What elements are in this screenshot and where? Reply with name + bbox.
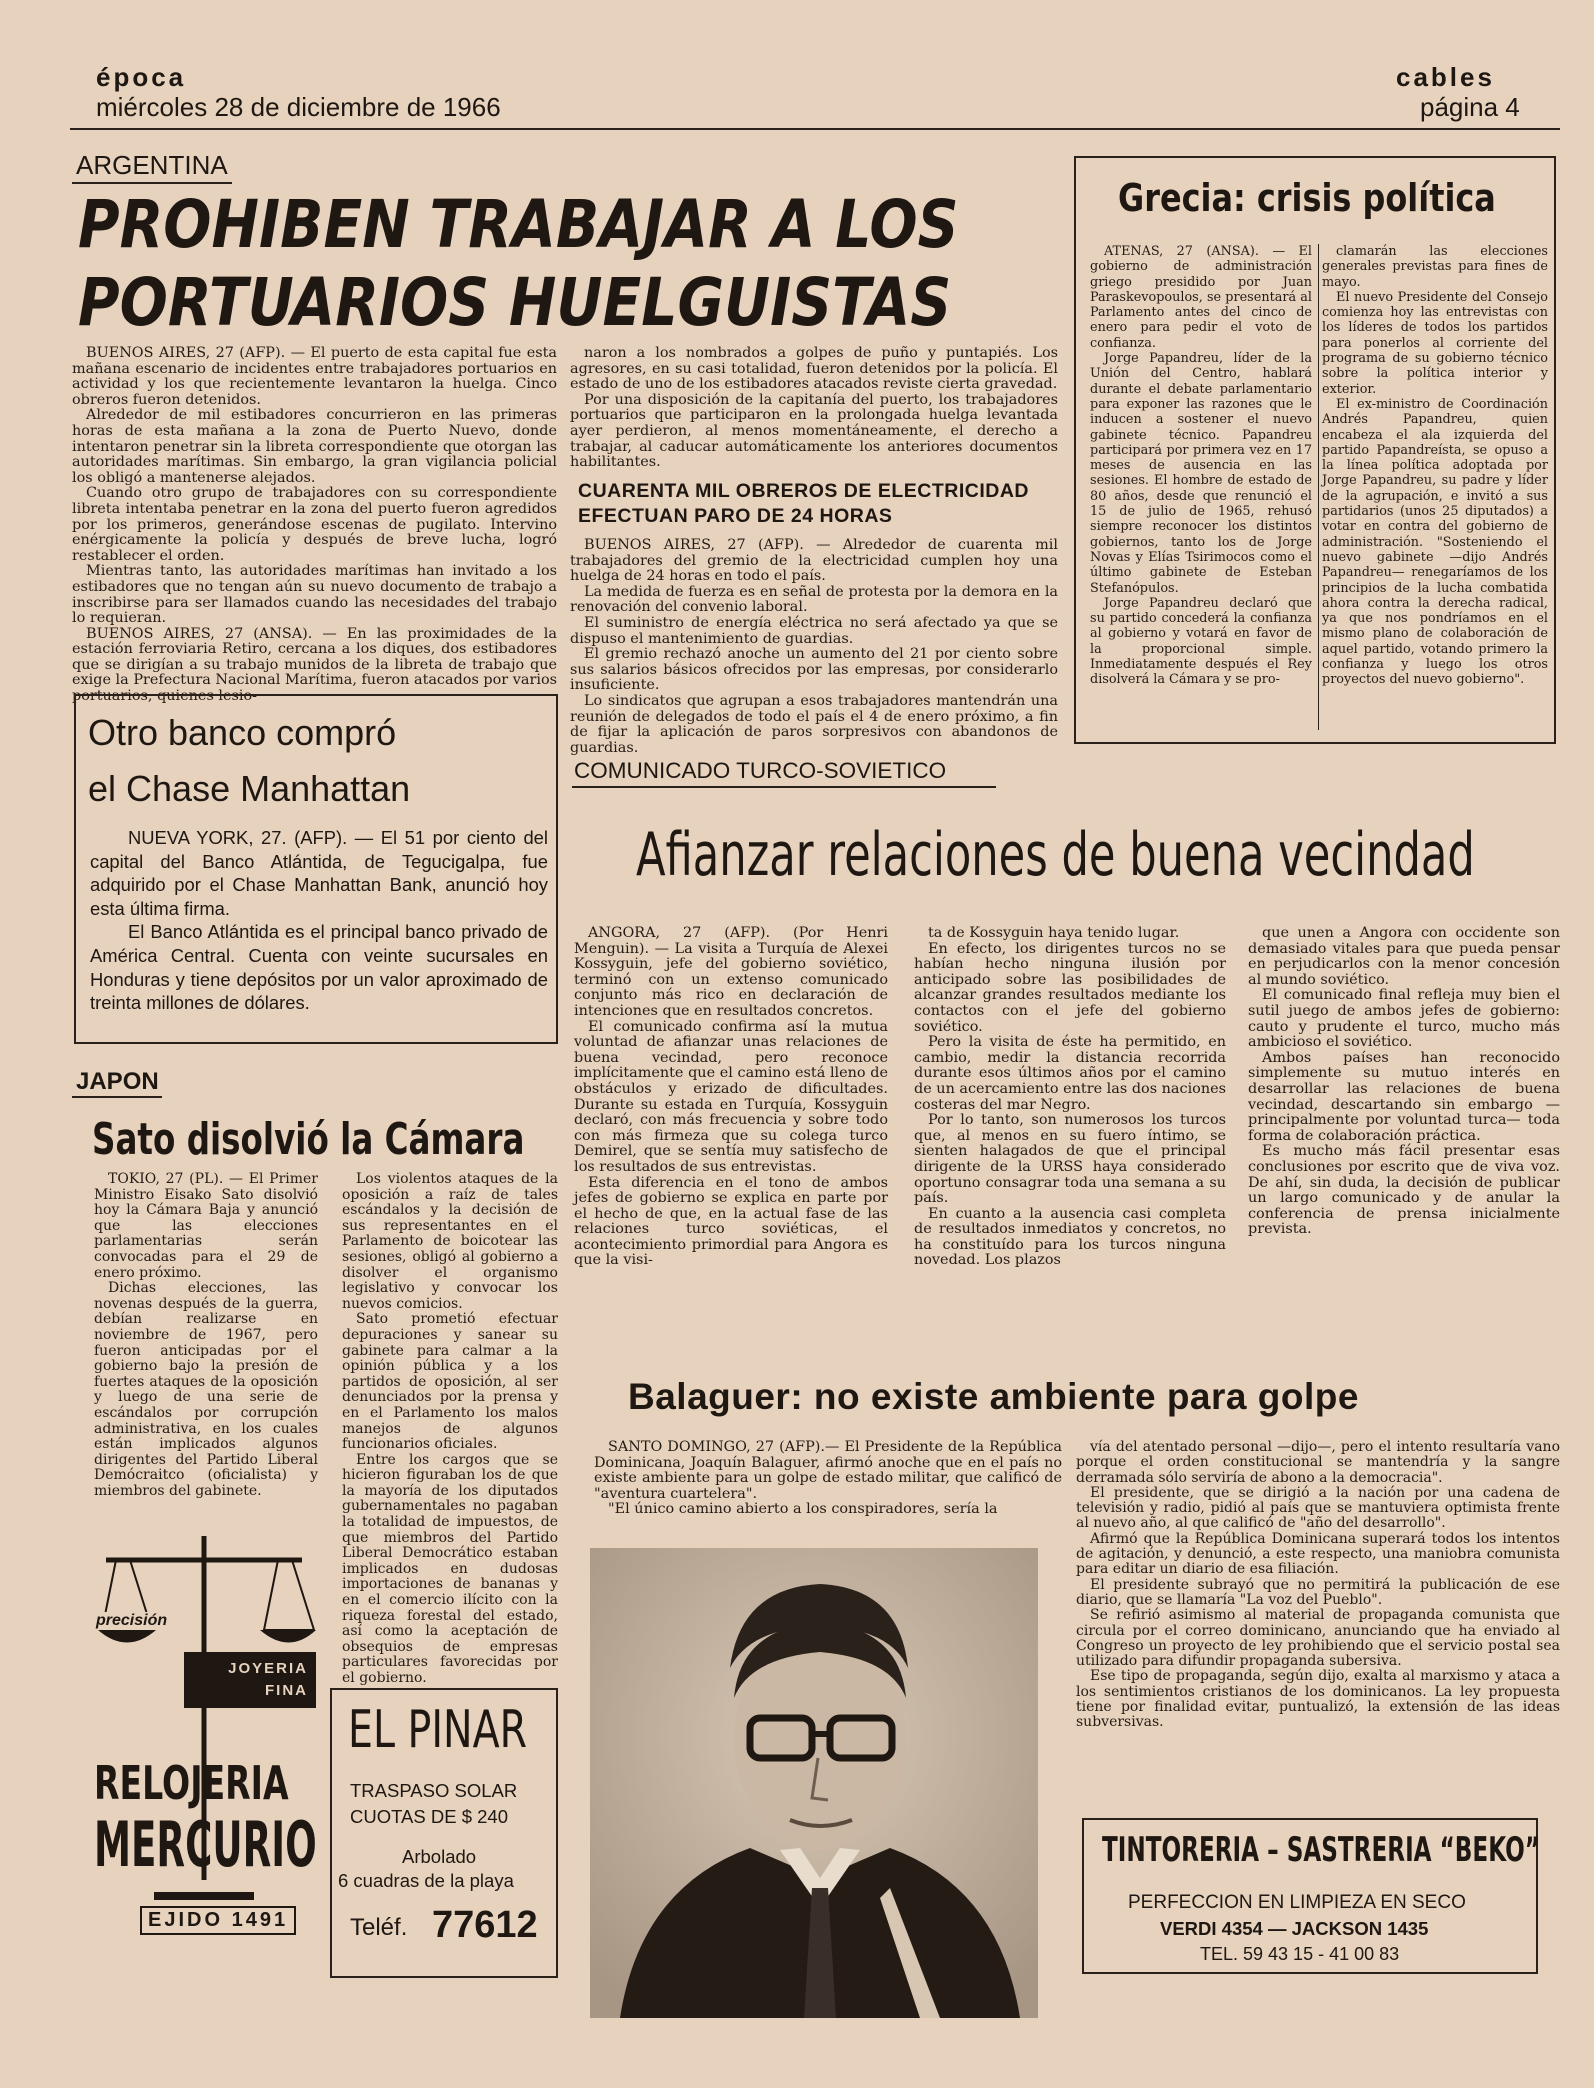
mercurio-tag	[184, 1652, 316, 1708]
paragraph: Jorge Papandreu declaró que su partido concederá la confianza al gobierno y votará en favor de la proporcional simple. Inmediatamente después el Rey disolverá la Cámara y se pro-	[1090, 595, 1312, 688]
paragraph: Por una disposición de la capitanía del puerto, los trabajadores portuarios que participaron en la prolongada huelga levantada ayer perdieron, al menos momentáneamente, el derecho a trabajar, al caducar automáticamente los anteriores documentos habilitantes.	[570, 391, 1058, 471]
chase-body	[90, 826, 548, 1015]
paragraph: El comunicado final refleja muy bien el sutil juego de ambos jefes de gobierno: cauto y prudente el turco, mucho más ambicioso el soviético.	[1248, 987, 1560, 1051]
lead-kicker-rule	[72, 182, 232, 184]
grecia-column-1	[1090, 244, 1312, 736]
paragraph: Entre los cargos que se hicieron figuraban los de que la mayoría de los diputados gubernamentales no pagaban la totalidad de impuestos, de que miembros del Partido Liberal Democrático estaban implicados en dudosas importaciones de bananas y en el comercio ilícito con la riqueza forestal del estado, así como la aceptación de obsequios de empresas particulares favorecidas por el gobierno.	[342, 1451, 558, 1686]
lead-column-2	[570, 346, 1058, 478]
mercurio-brand: precisión	[96, 1612, 168, 1629]
mercurio-ad	[92, 1520, 316, 1960]
lead-headline-line-1: PROHIBEN TRABAJAR A LOS	[78, 186, 959, 263]
balaguer-column-1	[594, 1440, 1062, 1522]
paragraph: "El único camino abierto a los conspiradores, sería la	[608, 1501, 998, 1518]
paragraph: ATENAS, 27 (ANSA). — El gobierno de administración griego presidido por Juan Paraskevopoulos, se presentará al Parlamento antes del cinco de enero para pedir el voto de confianza.	[1090, 244, 1312, 351]
pinar-line-3: Arbolado	[402, 1846, 477, 1867]
paragraph: Lo sindicatos que agrupan a esos trabajadores mantendrán una reunión de delegados de todo el país el 4 de enero próximo, a fin de fijar la aplicación de paros sorpresivos con abandonos de guardias.	[570, 692, 1058, 756]
paragraph: En cuanto a la ausencia casi completa de resultados inmediatos y concretos, no ha constituído para los turcos ninguna novedad. Los plazos	[914, 1205, 1226, 1269]
paragraph: SANTO DOMINGO, 27 (AFP).— El Presidente de la República Dominicana, Joaquín Balaguer, afirmó anoche que en el país no existe ambiente para un golpe de estado militar, que calificó de "aventura cuartelera".	[594, 1439, 1062, 1502]
paragraph: Afirmó que la República Dominicana superará todos los intentos de agitación, y denunció, a este respecto, una maniobra comunista para editar un diario de esa filiación.	[1076, 1530, 1560, 1578]
paragraph: NUEVA YORK, 27. (AFP). — El 51 por ciento del capital del Banco Atlántida, de Tegucigalpa, fue adquirido por el Chase Manhattan Bank, anunció hoy esta última firma.	[90, 827, 548, 919]
paragraph: Los violentos ataques de la oposición a raíz de tales escándalos y la decisión de sus representantes en el Parlamento de boicotear las sesiones, obligó al gobierno a disolver el organismo legislativo y convocar los nuevos comicios.	[342, 1171, 558, 1312]
paragraph: La medida de fuerza es en señal de protesta por la demora en la renovación del convenio laboral.	[570, 583, 1058, 616]
chase-title-line-1: Otro banco compró	[88, 712, 397, 753]
mercurio-address: EJIDO 1491	[140, 1906, 296, 1935]
paragraph: TOKIO, 27 (PL). — El Primer Ministro Eisako Sato disolvió hoy la Cámara Baja y anunció que las elecciones parlamentarias serán convocadas para el 29 de enero próximo.	[94, 1171, 318, 1281]
japon-column-2	[342, 1171, 558, 1686]
pinar-title: EL PINAR	[348, 1700, 528, 1760]
paragraph: El Banco Atlántida es el principal banco privado de América Central. Cuenta con veinte sucursales en Honduras y tiene depósitos por un valor aproximado de treinta millones de dólares.	[90, 921, 548, 1014]
paragraph: El nuevo Presidente del Consejo comienza hoy las entrevistas con los líderes de todos los partidos para ponerlos al corriente del programa de su gobierno técnico sobre la política interior y exterior.	[1322, 289, 1548, 397]
paragraph: clamarán las elecciones generales previstas para fines de mayo.	[1322, 244, 1548, 290]
japon-title: Sato disolvió la Cámara	[92, 1114, 525, 1165]
paragraph: El presidente subrayó que no permitirá la publicación de ese diario, que se llamaría "La voz del Pueblo".	[1076, 1576, 1560, 1608]
masthead-paper: época	[96, 62, 187, 92]
lead-column-2b	[570, 537, 1058, 756]
paragraph: Jorge Papandreu, líder de la Unión del Centro, hablará durante el debate parlamentario para exponer las razones que le inducen a sostener el nuevo gabinete técnico. Papandreu participará por primera vez en 17 meses de ausencia en las sesiones. El hombre de estado de 80 años, desde que renunció el 15 de julio de 1965, rehusó siempre reconocer los distintos gobiernos, tanto los de Jorge Novas y Elías Tsirimocos como el último gabinete de Esteban Stefanópulos.	[1090, 351, 1312, 596]
pinar-tel: 77612	[432, 1904, 538, 1946]
paragraph: El comunicado confirma así la mutua voluntad de afianzar unas relaciones de buena vecindad, pero reconoce implícitamente que el camino está lleno de obstáculos y erizado de dificultades. Durante su estada en Turquía, Kossyguin declaró, con más frecuencia y sobre todo con más firmeza que su colega turco Demirel, que se sentía muy satisfecho de los resultados de sus entrevistas.	[574, 1018, 888, 1175]
mercurio-line-2: MERCURIO	[94, 1808, 317, 1881]
paragraph: El gremio rechazó anoche un aumento del 21 por ciento sobre sus salarios básicos ofrecidos por las empresas, por considerarlo insuficiente.	[570, 646, 1058, 694]
balaguer-column-2	[1076, 1440, 1560, 1794]
paragraph: Esta diferencia en el tono de ambos jefes de gobierno se explica en parte por el hecho de que, en la actual fase de las relaciones turco soviéticas, el acontecimiento primordial para Angora es que la visi-	[574, 1174, 888, 1269]
masthead-date: miércoles 28 de diciembre de 1966	[96, 92, 501, 122]
balaguer-photo	[590, 1548, 1038, 2018]
paragraph: En efecto, los dirigentes turcos no se habían hecho ninguna ilusión por anticipado sobre las posibilidades de alcanzar grandes resultados mediante los contactos con el jefe del gobierno soviético.	[914, 940, 1226, 1035]
pinar-line-1: TRASPASO SOLAR	[350, 1780, 518, 1801]
paragraph: BUENOS AIRES, 27 (ANSA). — En las proximidades de la estación ferroviaria Retiro, cercana a los diques, dos estibadores que se dirigían a su trabajo munidos de la libreta de trabajo que exige la Prefectura Nacional Marítima, fueron atacados por varios portuarios, quienes lesio-	[72, 625, 557, 705]
paragraph: ta de Kossyguin haya tenido lugar.	[928, 925, 1180, 941]
paragraph: Ambos países han reconocido simplemente su mutuo interés en desarrollar las relaciones de buena vecindad, descartando sin embargo —principalmente por voluntad turca— toda forma de colaboración práctica.	[1248, 1049, 1560, 1144]
mercurio-tag-line-1: JOYERIA	[228, 1660, 308, 1677]
turco-title: Afianzar relaciones de buena vecindad	[636, 820, 1475, 890]
turco-kicker-rule	[572, 786, 996, 788]
mercurio-tag-line-2: FINA	[265, 1682, 308, 1699]
grecia-column-2	[1322, 244, 1548, 736]
paragraph: BUENOS AIRES, 27 (AFP). — El puerto de esta capital fue esta mañana escenario de incidentes entre trabajadores portuarios en actividad y los que recientemente levantaron la huelga. Cinco obreros fueron detenidos.	[72, 345, 557, 408]
paragraph: El suministro de energía eléctrica no será afectado ya que se dispuso el mantenimiento de guardias.	[570, 614, 1058, 647]
pinar-line-4: 6 cuadras de la playa	[338, 1870, 514, 1891]
mercurio-line-1: RELOJERIA	[94, 1756, 289, 1810]
japon-kicker-rule	[72, 1096, 162, 1098]
paragraph: Por lo tanto, son numerosos los turcos que, al menos en su fuero íntimo, se sienten halagados de que el principal dirigente de la URSS haya considerado oportuno consagrar toda una semana a su país.	[914, 1112, 1226, 1207]
balaguer-title: Balaguer: no existe ambiente para golpe	[628, 1376, 1359, 1417]
paragraph: Ese tipo de propaganda, según dijo, exalta al marxismo y ataca a los sentimientos cristianos de los dominicanos. La ley propuesta tiene por finalidad evitar, puntualizó, la extensión de las ideas subversivas.	[1076, 1668, 1560, 1731]
japon-column-1	[94, 1172, 318, 1502]
lead-subhead-line-1: CUARENTA MIL OBREROS DE ELECTRICIDAD	[578, 480, 1029, 502]
paragraph: El ex-ministro de Coordinación Andrés Papandreu, quien encabeza el ala izquierda del partido Papandreísta, se opuso a la línea política adoptada por Jorge Papandreu, su padre y líder de la agrupación, e invitó a sus partidarios (unos 25 diputados) a votar en contra del gobierno de administración. "Sosteniendo el nuevo gabinete —dijo Andrés Papandreu— renegaríamos de los principios de la lucha combatida ahora contra la derecha radical, ya que nos pondríamos en el mismo plano de colaboración de aquel partido, votando primero la confianza y luego los otros proyectos del nuevo gobierno".	[1322, 396, 1548, 688]
grecia-column-divider	[1318, 244, 1319, 730]
scales-icon	[92, 1520, 316, 1960]
lead-kicker: ARGENTINA	[76, 150, 228, 180]
paragraph: Alrededor de mil estibadores concurrieron en las primeras horas de esta mañana a la zona de Puerto Nuevo, donde intentaron penetrar sin la libreta correspondiente que otorgan las autoridades marítimas. Sin embargo, la gran vigilancia policial los obligó a mantenerse alejados.	[72, 407, 557, 486]
paragraph: Cuando otro grupo de trabajadores con su correspondiente libreta intentaba penetrar en la zona del puerto fueron agredidos por los primeros, generándose escenas de pugilato. Intervino enérgicamente la policía y después de breve lucha, logró restablecer el orden.	[72, 485, 557, 564]
beko-title: TINTORERIA – SASTRERIA “BEKO”	[1102, 1830, 1540, 1870]
paragraph: Es mucho más fácil presentar esas conclusiones por escrito que de viva voz. De ahí, sin duda, la decisión de publicar un largo comunicado y de anular la conferencia de prensa inicialmente prevista.	[1248, 1143, 1560, 1238]
paragraph: Dichas elecciones, las novenas después de la guerra, debían realizarse en noviembre de 1967, pero fueron anticipadas por el gobierno bajo la presión de fuertes ataques de la oposición y luego de una serie de escándalos por corrupción administrativa, en los cuales están implicados algunos dirigentes del Partido Liberal Demócraitco (oficialista) y miembros del gabinete.	[94, 1280, 318, 1499]
paragraph: El presidente, que se dirigió a la nación por una cadena de televisión y radio, pidió al país que se mantuviera optimista frente al nuevo año, al que calificó de "año del desarrollo".	[1076, 1484, 1560, 1532]
chase-title-line-2: el Chase Manhattan	[88, 768, 411, 809]
turco-column-2	[914, 926, 1226, 1360]
turco-kicker: COMUNICADO TURCO-SOVIETICO	[574, 758, 947, 783]
turco-column-1	[574, 926, 888, 1360]
paragraph: vía del atentado personal —dijo—, pero el intento resultaría vano porque el orden constitucional se mantendría y la sangre derramada sólo serviría de abono a la democracia".	[1076, 1439, 1560, 1486]
pinar-line-2: CUOTAS DE $ 240	[350, 1806, 508, 1827]
beko-line-2: VERDI 4354 — JACKSON 1435	[1160, 1918, 1429, 1939]
lead-headline-line-2: PORTUARIOS HUELGUISTAS	[78, 264, 952, 341]
paragraph: naron a los nombrados a golpes de puño y puntapiés. Los agresores, en su casi totalidad, fueron detenidos por la policía. El estado de uno de los estibadores atacados reviste cierta gravedad.	[570, 345, 1058, 393]
paragraph: BUENOS AIRES, 27 (AFP). — Alrededor de cuarenta mil trabajadores del gremio de la electricidad cumplen hoy una huelga de 24 horas en todo el país.	[570, 537, 1058, 585]
lead-subhead-line-2: EFECTUAN PARO DE 24 HORAS	[578, 505, 893, 527]
japon-kicker: JAPON	[76, 1068, 159, 1095]
lead-column-1	[72, 345, 557, 705]
paragraph: Se refirió asimismo al material de propaganda comunista que circula por el correo dominicano, anunciando que ha enviado al Congreso un proyecto de ley prohibiendo que el servicio postal sea utilizado para difundir propaganda subersiva.	[1076, 1607, 1560, 1670]
beko-line-3: TEL. 59 43 15 - 41 00 83	[1200, 1944, 1400, 1964]
header-rule	[70, 128, 1560, 130]
paragraph: Sato prometió efectuar depuraciones y sanear su gabinete para calmar a la opinión pública y a los partidos de oposición, al ser denunciados por la prensa y en el Parlamento los malos manejos de algunos funcionarios oficiales.	[342, 1311, 558, 1453]
paragraph: Pero la visita de éste ha permitido, en cambio, medir la distancia recorrida durante esos últimos años por el camino de un acercamiento entre las dos naciones costeras del mar Negro.	[914, 1034, 1226, 1113]
masthead-page: página 4	[1420, 92, 1520, 122]
paragraph: ANGORA, 27 (AFP). (Por Henri Menguin). — La visita a Turquía de Alexei Kossyguin, jefe del gobierno soviético, terminó con un extenso comunicado conjunto más rico en declaración de intenciones que en resultados concretos.	[574, 925, 888, 1019]
grecia-title: Grecia: crisis política	[1118, 176, 1496, 220]
turco-column-3	[1248, 926, 1560, 1360]
paragraph: que unen a Angora con occidente son demasiado vitales para que pueda pensar en perjudicarlos con la menor concesión al mundo soviético.	[1248, 925, 1560, 988]
masthead-section: cables	[1396, 62, 1495, 92]
pinar-tel-label: Teléf.	[350, 1914, 408, 1941]
beko-line-1: PERFECCION EN LIMPIEZA EN SECO	[1128, 1892, 1466, 1913]
paragraph: Mientras tanto, las autoridades marítimas han invitado a los estibadores que no tengan aún su nuevo documento de trabajo a inscribirse para ser llamados cuando las necesidades del trabajo lo requieran.	[72, 563, 557, 627]
portrait-image	[590, 1548, 1038, 2018]
